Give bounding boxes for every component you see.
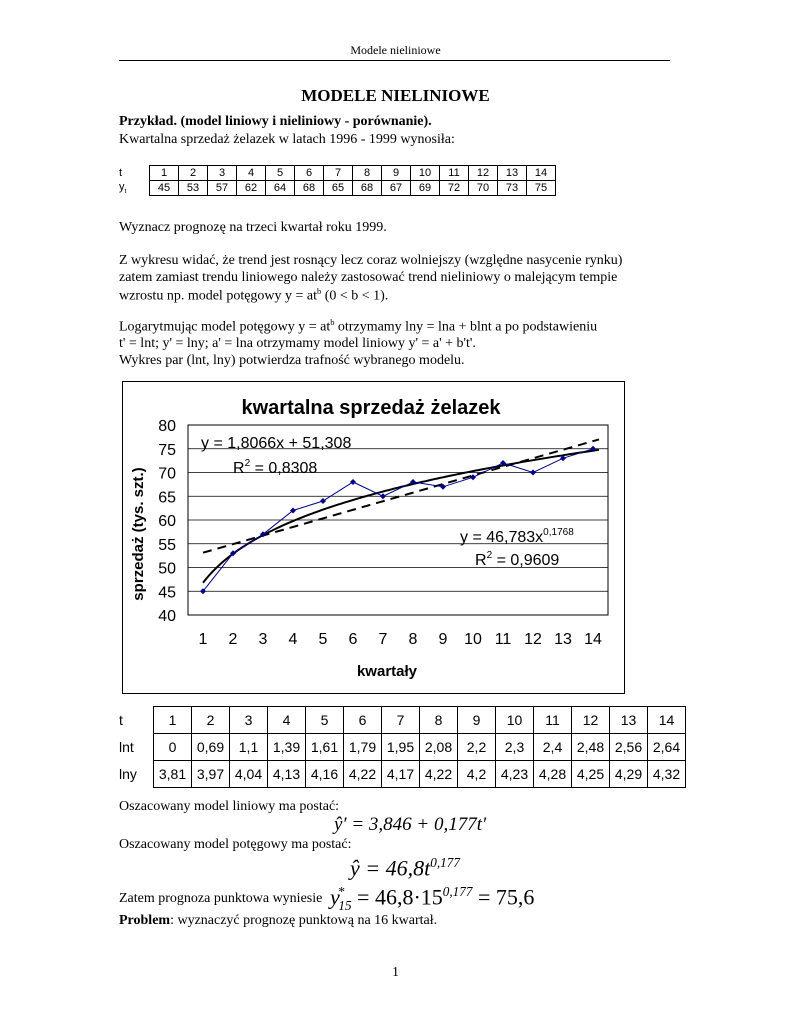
log-table-cell: 2 — [192, 707, 230, 734]
header-rule — [119, 60, 670, 61]
data-cell-y: 64 — [266, 181, 295, 196]
data-cell-t: 13 — [498, 166, 527, 181]
log-table-cell: 14 — [648, 707, 686, 734]
y-tick-label: 60 — [158, 513, 176, 530]
data-cell-y: 73 — [498, 181, 527, 196]
log-table-cell: 3 — [230, 707, 268, 734]
power-equation-label: $y = 46,783x^{0,1768}$ — [460, 527, 574, 546]
log-table-cell: 4,13 — [268, 761, 306, 788]
para2-line1: Logarytmując model potęgowy $y = at^b$ otrzymamy lny = lna + blnt a po podstawieniu — [119, 318, 598, 335]
chart-frame — [122, 381, 625, 694]
log-table-cell: 2,2 — [458, 734, 496, 761]
x-tick-label: 12 — [524, 631, 542, 648]
log-table-cell: 4,25 — [572, 761, 610, 788]
sales-data-point — [350, 479, 356, 485]
data-cell-t: 11 — [440, 166, 469, 181]
chart-x-ticks — [199, 631, 602, 648]
log-table-cell: 1 — [154, 707, 192, 734]
log-table-cell: 1,39 — [268, 734, 306, 761]
log-table — [119, 706, 686, 788]
linear-r2-label: $R^2 = 0,8308$ — [233, 458, 318, 477]
para1-line2: zatem zamiast trendu liniowego należy zastosować trend nieliniowy o malejącym tempie — [119, 270, 618, 285]
log-table-cell: 12 — [572, 707, 610, 734]
data-cell-t: 7 — [324, 166, 353, 181]
data-cell-y: 67 — [382, 181, 411, 196]
log-table-cell: 4,22 — [420, 761, 458, 788]
data-cell-t: 1 — [150, 166, 179, 181]
data-cell-t: 2 — [179, 166, 208, 181]
x-tick-label: 2 — [228, 631, 238, 648]
row-label: lny — [119, 766, 137, 782]
y-tick-label: 40 — [158, 608, 176, 625]
x-tick-label: 1 — [198, 631, 208, 648]
data-table — [119, 165, 556, 196]
data-cell-y: 45 — [150, 181, 179, 196]
task-text: Wyznacz prognozę na trzeci kwartał roku 1999. — [119, 220, 387, 235]
y-tick-label: 50 — [158, 560, 176, 578]
x-tick-label: 7 — [378, 631, 388, 648]
x-tick-label: 9 — [438, 631, 448, 648]
x-tick-label: 13 — [554, 631, 572, 648]
log-table-cell: 8 — [420, 707, 458, 734]
log-table-row — [119, 707, 686, 734]
para2-line3: Wykres par (lnt, lny) potwierdza trafność wybranego modelu. — [119, 353, 465, 368]
log-table-cell: 1,1 — [230, 734, 268, 761]
log-table-cell: 2,64 — [648, 734, 686, 761]
log-table-cell: 4,17 — [382, 761, 420, 788]
problem-line: Problem: wyznaczyć prognozę punktową na 16 kwartał. — [119, 913, 438, 928]
log-table-cell: 0,69 — [192, 734, 230, 761]
page-title: MODELE NIELINIOWE — [301, 86, 490, 105]
log-table-cell: 1,61 — [306, 734, 344, 761]
linear-model-formula: ŷ′ = 3,846 + 0,177t′ — [334, 814, 487, 835]
y-tick-label: 80 — [158, 418, 176, 435]
chart-y-ticks — [158, 418, 176, 625]
data-cell-t: 5 — [266, 166, 295, 181]
log-table-cell: 2,56 — [610, 734, 648, 761]
data-table-row-t — [119, 166, 556, 181]
log-table-cell: 4,29 — [610, 761, 648, 788]
data-sentence: Kwartalna sprzedaż żelazek w latach 1996 - 1999 wynosiła: — [119, 132, 455, 147]
para1-line1: Z wykresu widać, że trend jest rosnący lecz coraz wolniejszy (względne nasycenie rynku) — [119, 253, 623, 268]
running-header: Modele nieliniowe — [350, 43, 441, 57]
data-cell-y: 72 — [440, 181, 469, 196]
data-cell-y: 69 — [411, 181, 440, 196]
data-cell-y: 75 — [527, 181, 556, 196]
data-cell-y: 65 — [324, 181, 353, 196]
data-cell-y: 68 — [295, 181, 324, 196]
power-r2-label: $R^2 = 0,9609$ — [475, 550, 560, 569]
x-tick-label: 10 — [464, 631, 482, 648]
page-number: 1 — [392, 965, 399, 980]
data-cell-t: 6 — [295, 166, 324, 181]
log-table-cell: 2,4 — [534, 734, 572, 761]
data-cell-y: 53 — [179, 181, 208, 196]
data-cell-t: 8 — [353, 166, 382, 181]
data-cell-t: 3 — [208, 166, 237, 181]
row-label: t — [119, 712, 123, 728]
sales-data-point — [320, 498, 326, 504]
power-model-label: Oszacowany model potęgowy ma postać: — [119, 837, 352, 852]
y-tick-label: 55 — [158, 536, 176, 554]
log-table-cell: 9 — [458, 707, 496, 734]
data-cell-y: 62 — [237, 181, 266, 196]
data-cell-y: 68 — [353, 181, 382, 196]
log-table-cell: 13 — [610, 707, 648, 734]
log-table-cell: 2,3 — [496, 734, 534, 761]
data-cell-y: 70 — [469, 181, 498, 196]
example-label: Przykład. (model liniowy i nieliniowy - porównanie). — [119, 114, 432, 129]
data-cell-t: 4 — [237, 166, 266, 181]
para2-line2: t' = lnt; y' = lny; a' = lna otrzymamy model liniowy y' = a' + b't'. — [119, 336, 476, 351]
x-tick-label: 6 — [348, 631, 358, 648]
log-table-cell: 4,23 — [496, 761, 534, 788]
x-tick-label: 8 — [408, 631, 418, 648]
chart-ylabel: sprzedaż (tys. szt.) — [130, 467, 147, 601]
log-table-cell: 4 — [268, 707, 306, 734]
log-table-cell: 2,08 — [420, 734, 458, 761]
log-table-cell: 7 — [382, 707, 420, 734]
chart-xlabel: kwartały — [356, 663, 418, 680]
data-cell-t: 12 — [469, 166, 498, 181]
log-table-cell: 4,32 — [648, 761, 686, 788]
log-table-cell: 4,28 — [534, 761, 572, 788]
row-label: t — [119, 167, 123, 179]
log-table-cell: 4,22 — [344, 761, 382, 788]
linear-model-label: Oszacowany model liniowy ma postać: — [119, 799, 340, 814]
log-table-row — [119, 734, 686, 761]
y-tick-label: 70 — [158, 465, 176, 483]
x-tick-label: 3 — [258, 631, 268, 648]
y-tick-label: 75 — [158, 441, 176, 459]
para1-line3: wzrostu np. model potęgowy $y = at^b$ (0 < b < 1). — [119, 287, 389, 304]
log-table-row — [119, 761, 686, 788]
log-table-cell: 10 — [496, 707, 534, 734]
log-table-cell: 4,16 — [306, 761, 344, 788]
data-cell-t: 10 — [411, 166, 440, 181]
chart-grid — [188, 425, 608, 615]
linear-equation-label: y = 1,8066x + 51,308 — [201, 435, 352, 452]
row-label: $y_t$ — [119, 180, 127, 196]
log-table-cell: 5 — [306, 707, 344, 734]
log-table-cell: 1,79 — [344, 734, 382, 761]
x-tick-label: 14 — [584, 631, 602, 648]
sales-chart — [123, 382, 624, 693]
data-table-row-y — [119, 181, 556, 196]
row-label: lnt — [119, 739, 134, 755]
log-table-cell: 0 — [154, 734, 192, 761]
sales-data-point — [380, 493, 386, 499]
y-tick-label: 65 — [158, 489, 176, 507]
data-cell-y: 57 — [208, 181, 237, 196]
log-table-cell: 3,81 — [154, 761, 192, 788]
power-model-formula: ŷ = $46,8t^{0,177}$ — [350, 855, 460, 881]
log-table-cell: 4,04 — [230, 761, 268, 788]
log-table-cell: 3,97 — [192, 761, 230, 788]
sales-data-point — [530, 470, 536, 476]
y-tick-label: 45 — [158, 584, 176, 602]
chart-title: kwartalna sprzedaż żelazek — [241, 397, 501, 419]
log-table-cell: 11 — [534, 707, 572, 734]
x-tick-label: 11 — [494, 631, 512, 648]
log-table-cell: 2,48 — [572, 734, 610, 761]
log-table-cell: 6 — [344, 707, 382, 734]
data-cell-t: 9 — [382, 166, 411, 181]
data-cell-t: 14 — [527, 166, 556, 181]
log-table-cell: 1,95 — [382, 734, 420, 761]
log-table-cell: 4,2 — [458, 761, 496, 788]
x-tick-label: 5 — [318, 631, 328, 648]
forecast-label: Zatem prognoza punktowa wyniesie — [119, 891, 323, 906]
x-tick-label: 4 — [288, 631, 298, 648]
forecast-formula: $y^*_{15} = 46,8\cdot 15^{0,177} = 75,6$ — [330, 884, 535, 913]
